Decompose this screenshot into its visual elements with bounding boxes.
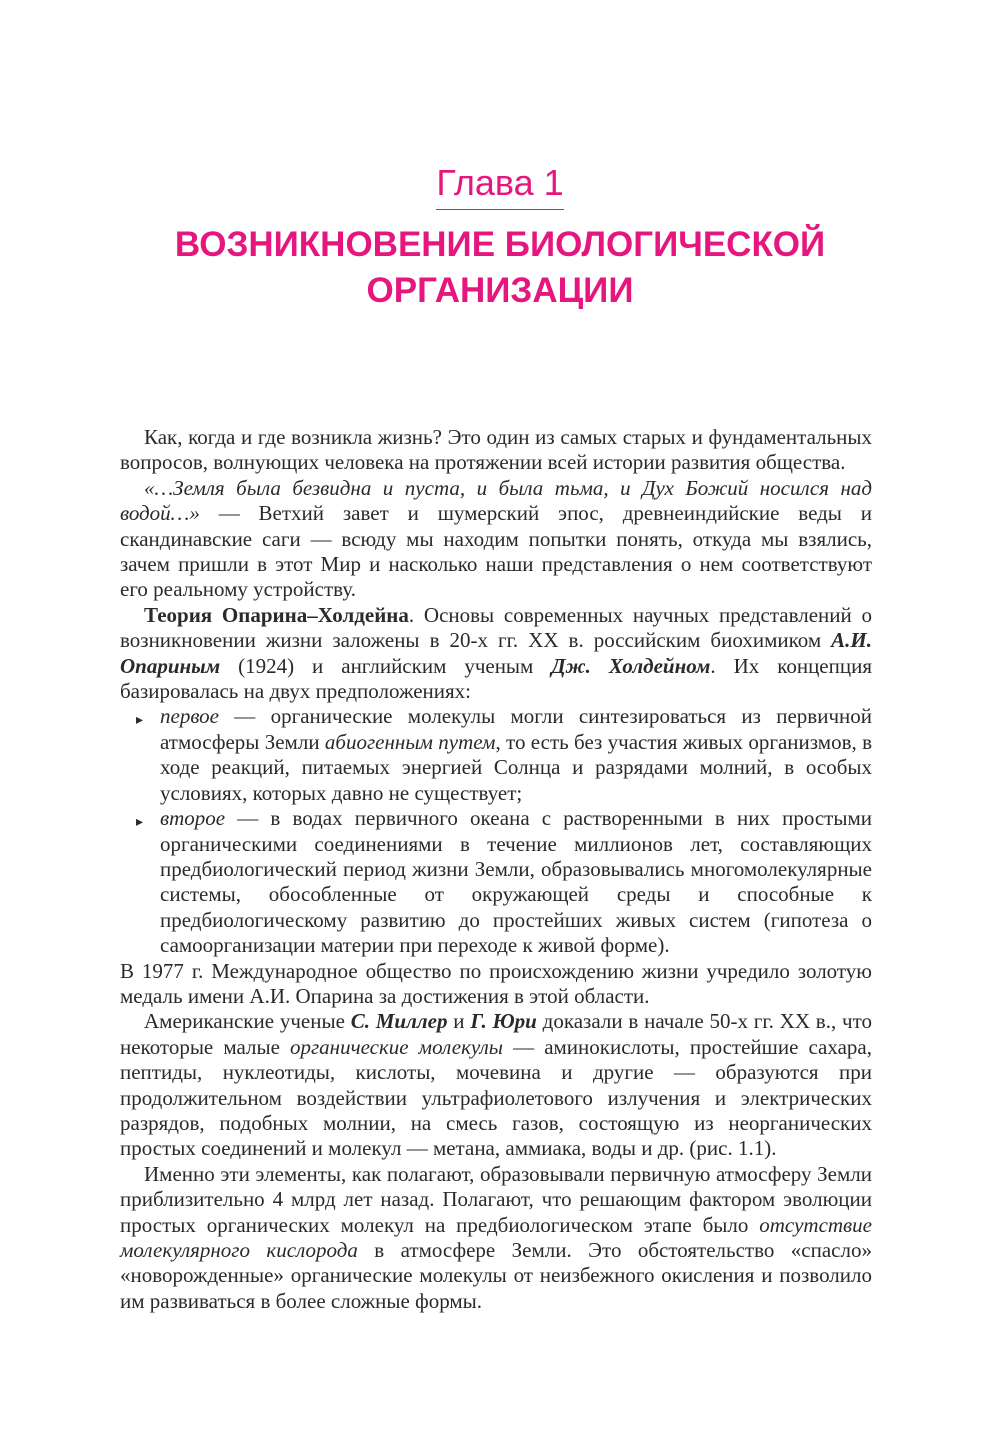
term-no-oxygen: отсутствие молекулярного кислорода [120,1212,872,1262]
paragraph-miller-urey [120,1009,872,1161]
atmosphere-text-2: в атмосфере Земли. Это обстоятельство «спасло» «новорожденные» органические молекулы от неизбежного окисления и позволило им развиваться в более сложные формы. [120,1238,872,1313]
list-item [120,806,872,958]
list-item-text-1: — органические молекулы могли синтезироваться из первичной атмосферы Земли [160,704,872,754]
chapter-label-text: Глава 1 [436,163,563,210]
paragraph-medal: В 1977 г. Международное общество по происхождению жизни учредило золотую медаль имени А.И. Опарина за достижения в этой области. [120,958,872,1008]
chapter-title-line1: ВОЗНИКНОВЕНИЕ БИОЛОГИЧЕСКОЙ [174,225,826,264]
paragraph-theory [120,603,872,705]
paragraph-atmosphere [120,1162,872,1314]
theory-text-2: (1924) и английским ученым [220,653,552,678]
list-item-text-1: — в водах первичного океана с растворенными в них простыми органическими соединениями в течение миллионов лет, составляющих предбиологический период жизни Земли, образовывались многомолекулярные системы, обособленные от окружающей среды и способные к предбиологическому развитию до простейших живых систем (гипотеза о самоорганизации материи при переходе к живой форме). [160,806,872,958]
list-item [120,704,872,806]
body-text [120,425,872,1314]
list-item-lead: первое [160,704,219,729]
triangle-right-icon: ▸ [136,814,144,831]
chapter-title-line2: ОРГАНИЗАЦИИ [366,271,634,310]
paragraph-intro: Как, когда и где возникла жизнь? Это один из самых старых и фундаментальных вопросов, волнующих человека на протяжении всей истории развития общества. [120,425,872,475]
list-item-lead: второе [160,806,226,831]
miller-text-3: доказали в начале 50-х гг. XX в., что некоторые малые [120,1009,872,1059]
paragraph-quote [120,476,872,603]
theory-text-1: . Основы современных научных представлений о возникновении жизни заложены в 20-х гг. XX в. российским биохимиком [120,602,872,653]
theory-heading: Теория Опарина–Холдейна [144,602,409,627]
chapter-title [0,222,1000,314]
term-organic-molecules: органические молекулы [289,1034,504,1059]
chapter-label [0,163,1000,210]
name-haldane: Дж. Холдейном [551,653,711,678]
name-miller: С. Миллер [350,1009,448,1034]
name-urey: Г. Юри [470,1009,537,1034]
miller-text-2: и [447,1009,471,1034]
name-oparin: А.И. Опариным [120,628,872,678]
theory-text-3: . Их концепция базировалась на двух предположениях: [120,653,873,704]
list-item-text-2: , то есть без участия живых организмов, в ходе реакций, питаемых энергией Солнца и разрядами молний, в особых условиях, которых давно не существует; [160,729,872,805]
bible-quote: «…Земля была безвидна и пуста, и была тьма, и Дух Божий носился над водой…» [120,475,872,526]
miller-text-1: Американские ученые [144,1009,351,1034]
assumptions-list [120,704,872,958]
paragraph-quote-rest: — Ветхий завет и шумерский эпос, древнеиндийские веды и скандинавские саги — всюду мы находим попытки понять, откуда мы взялись, зачем пришли в этот Мир и насколько наши представления о нем соответствуют его реальному устройству. [120,501,872,602]
atmosphere-text-1: Именно эти элементы, как полагают, образовывали первичную атмосферу Земли приблизительно 4 млрд лет назад. Полагают, что решающим фактором эволюции простых органических молекул на предбиологическом этапе было [120,1161,872,1237]
list-item-term: абиогенным путем [324,729,496,754]
triangle-right-icon: ▸ [136,712,144,729]
miller-text-4: — аминокислоты, простейшие сахара, пептиды, нуклеотиды, кислоты, мочевина и другие — образуются при продолжительном воздействии ультрафиолетового излучения и электрических разрядов, подобных молнии, на смесь газов, состоящую из неорганических простых соединений и молекул — метана, аммиака, воды и др. (рис. 1.1). [120,1034,872,1161]
